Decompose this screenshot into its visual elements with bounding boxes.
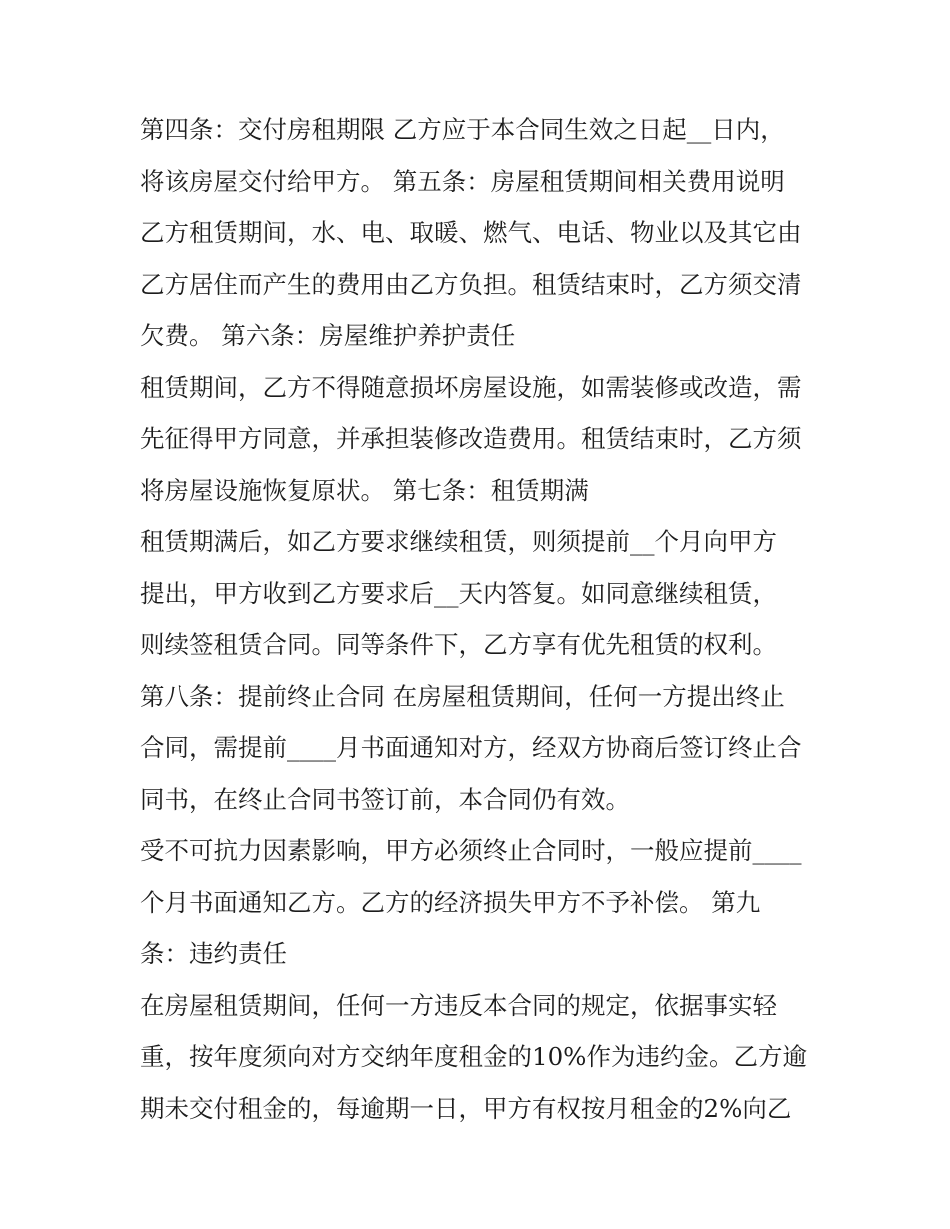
text-line: 期未交付租金的，每逾期一日，甲方有权按月租金的2%向乙 xyxy=(140,1093,792,1123)
text-line: 重，按年度须向对方交纳年度租金的10%作为违约金。乙方逾 xyxy=(140,1042,807,1071)
text-line: 将房屋设施恢复原状。 第七条：租赁期满 xyxy=(140,475,589,505)
text-line: 受不可抗力因素影响，甲方必须终止合同时，一般应提前____ xyxy=(140,836,802,865)
text-line: 租赁期间，乙方不得随意损坏房屋设施，如需装修或改造，需 xyxy=(140,372,802,402)
text-line: 合同，需提前____月书面通知对方，经双方协商后签订终止合 xyxy=(140,733,802,762)
text-line: 第四条：交付房租期限 乙方应于本合同生效之日起__日内， xyxy=(140,115,785,144)
text-line: 先征得甲方同意，并承担装修改造费用。租赁结束时，乙方须 xyxy=(140,424,802,453)
text-line: 同书，在终止合同书签订前，本合同仍有效。 xyxy=(140,784,630,814)
text-line: 第八条：提前终止合同 在房屋租赁期间，任何一方提出终止 xyxy=(140,681,785,711)
text-line: 提出，甲方收到乙方要求后__天内答复。如同意继续租赁， xyxy=(140,578,777,608)
text-line: 条：违约责任 xyxy=(140,939,287,968)
text-line: 租赁期满后，如乙方要求继续租赁，则须提前__个月向甲方 xyxy=(140,527,777,556)
text-line: 将该房屋交付给甲方。 第五条：房屋租赁期间相关费用说明 xyxy=(140,166,785,196)
text-line: 乙方租赁期间，水、电、取暖、燃气、电话、物业以及其它由 xyxy=(140,218,802,247)
text-line: 则续签租赁合同。同等条件下，乙方享有优先租赁的权利。 xyxy=(140,630,777,659)
text-line: 乙方居住而产生的费用由乙方负担。租赁结束时，乙方须交清 xyxy=(140,269,802,299)
text-line: 在房屋租赁期间，任何一方违反本合同的规定，依据事实轻 xyxy=(140,990,777,1020)
contract-text xyxy=(140,104,820,1134)
text-line: 个月书面通知乙方。乙方的经济损失甲方不予补偿。 第九 xyxy=(140,887,761,917)
text-line: 欠费。 第六条：房屋维护养护责任 xyxy=(140,321,516,350)
